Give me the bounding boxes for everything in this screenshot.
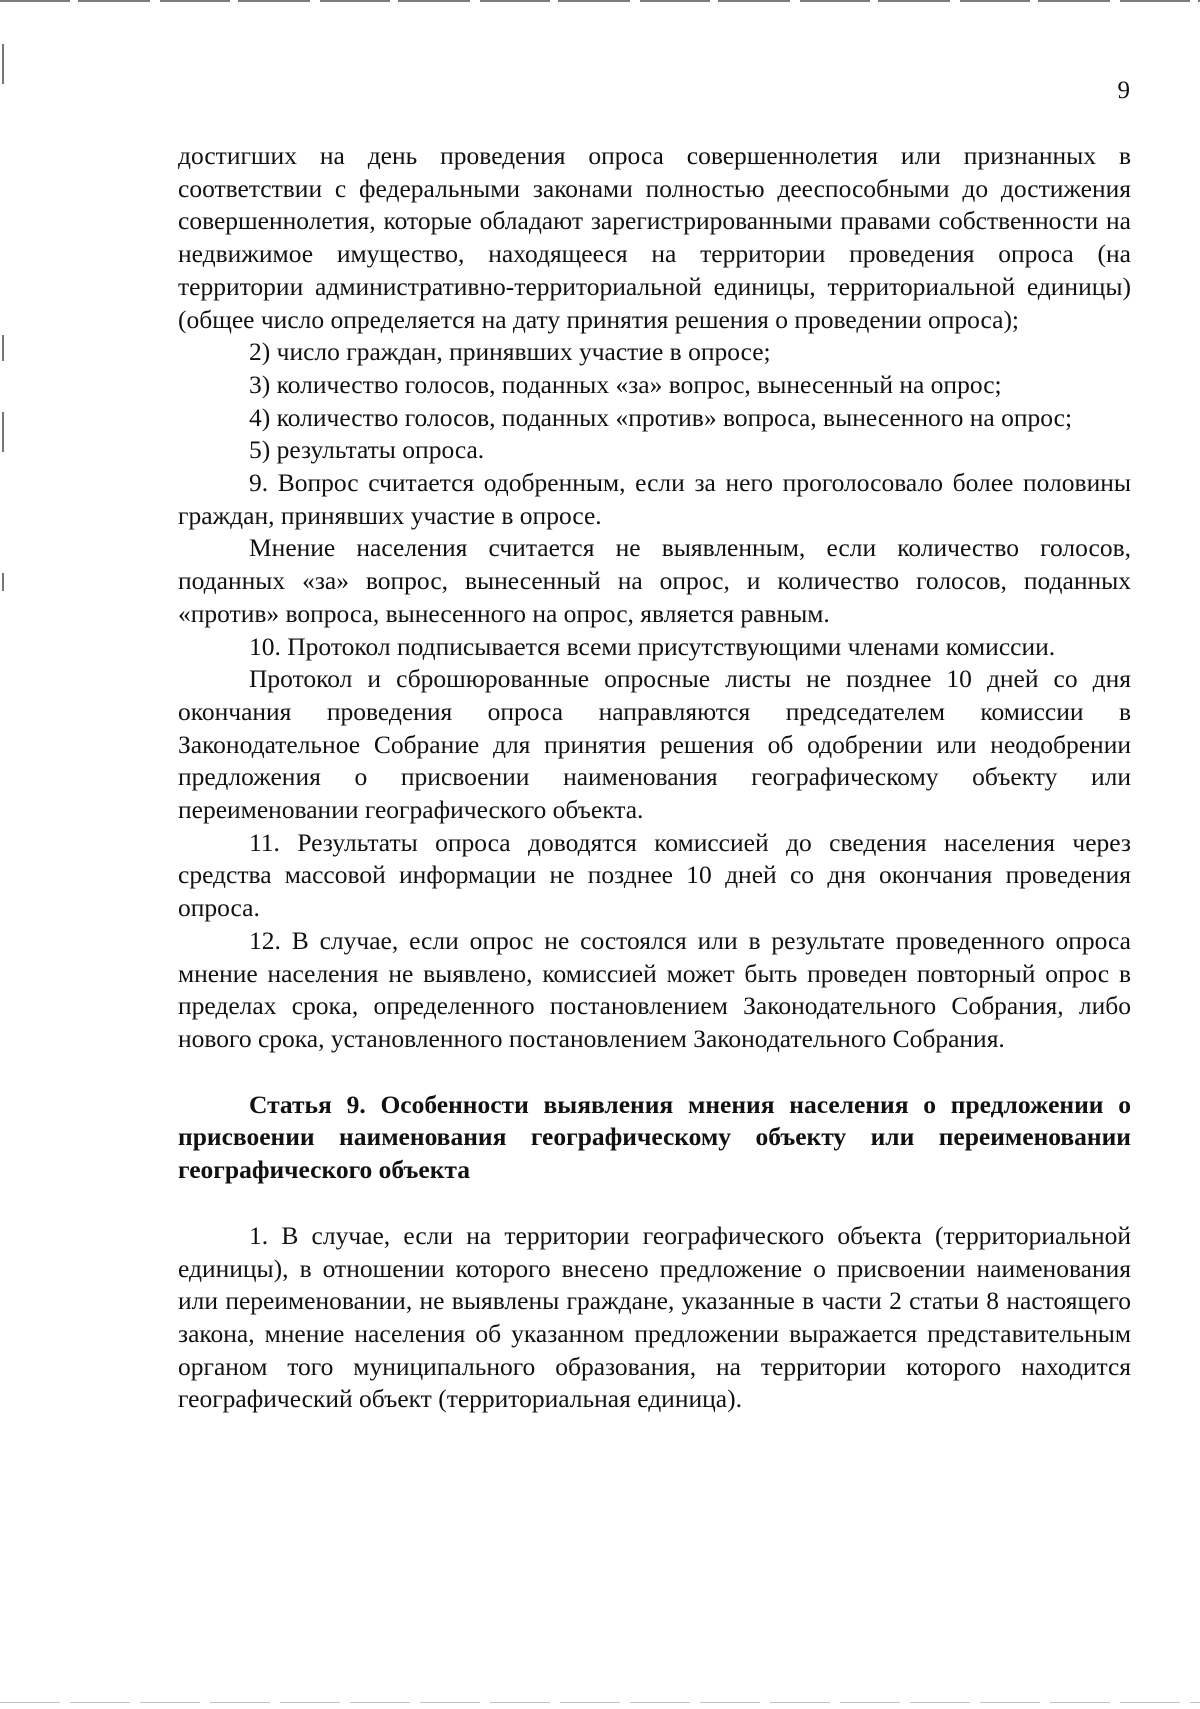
scan-margin-mark bbox=[2, 412, 4, 452]
scan-margin-mark bbox=[2, 573, 4, 591]
list-item: 2) число граждан, принявших участие в опросе; bbox=[249, 337, 771, 367]
scan-edge-bottom bbox=[0, 1702, 1200, 1703]
document-body bbox=[178, 140, 1131, 1416]
scan-margin-mark bbox=[2, 335, 4, 361]
paragraph: 10. Протокол подписывается всеми присутствующими членами комиссии. bbox=[249, 631, 1056, 661]
paragraph: достигших на день проведения опроса совершеннолетия или признанных в соответствии с федеральными законами полностью дееспособными до достижения совершеннолетия, которые обладают зарегистрированными правами собственности на недвижимое имущество, находящееся на территории проведения опроса (на территории административно-территориальной единицы, территориальной единицы) (общее число определяется на дату принятия решения о проведении опроса); bbox=[178, 141, 1131, 334]
list-item: 5) результаты опроса. bbox=[249, 435, 485, 465]
paragraph: 9. Вопрос считается одобренным, если за него проголосовало более половины граждан, принявших участие в опросе. bbox=[178, 468, 1131, 530]
paragraph: Мнение населения считается не выявленным, если количество голосов, поданных «за» вопрос, вынесенный на опрос, и количество голосов, поданных «против» вопроса, вынесенного на опрос, является равным. bbox=[178, 533, 1131, 628]
paragraph: 11. Результаты опроса доводятся комиссией до сведения населения через средства массовой информации не позднее 10 дней со дня окончания проведения опроса. bbox=[178, 827, 1131, 923]
list-item: 3) количество голосов, поданных «за» вопрос, вынесенный на опрос; bbox=[249, 369, 1002, 399]
paragraph: Протокол и сброшюрованные опросные листы не позднее 10 дней со дня окончания проведения опроса направляются председателем комиссии в Законодательное Собрание для принятия решения об одобрении или неодобрении предложения о присвоении наименования географическому объекту или переименовании географического объекта. bbox=[178, 664, 1131, 825]
list-item: 4) количество голосов, поданных «против» вопроса, вынесенного на опрос; bbox=[249, 402, 1073, 432]
paragraph: 12. В случае, если опрос не состоялся или в результате проведенного опроса мнение населения не выявлено, комиссией может быть проведен повторный опрос в пределах срока, определенного постановлением Законодательного Собрания, либо нового срока, установленного постановлением Законодательного Собрания. bbox=[178, 925, 1131, 1053]
article-paragraph: 1. В случае, если на территории географического объекта (территориальной единицы), в отношении которого внесено предложение о присвоении наименования или переименовании, не выявлены граждане, указанные в части 2 статьи 8 настоящего закона, мнение населения об указанном предложении выражается представительным органом того муниципального образования, на территории которого находится географический объект (территориальная единица). bbox=[178, 1220, 1131, 1414]
article-heading: Статья 9. Особенности выявления мнения населения о предложении о присвоении наименования географическому объекту или переименовании географического объекта bbox=[178, 1089, 1131, 1185]
scan-margin-mark bbox=[2, 44, 4, 84]
scan-edge-top bbox=[0, 0, 1200, 2]
page-number: 9 bbox=[1117, 77, 1130, 104]
